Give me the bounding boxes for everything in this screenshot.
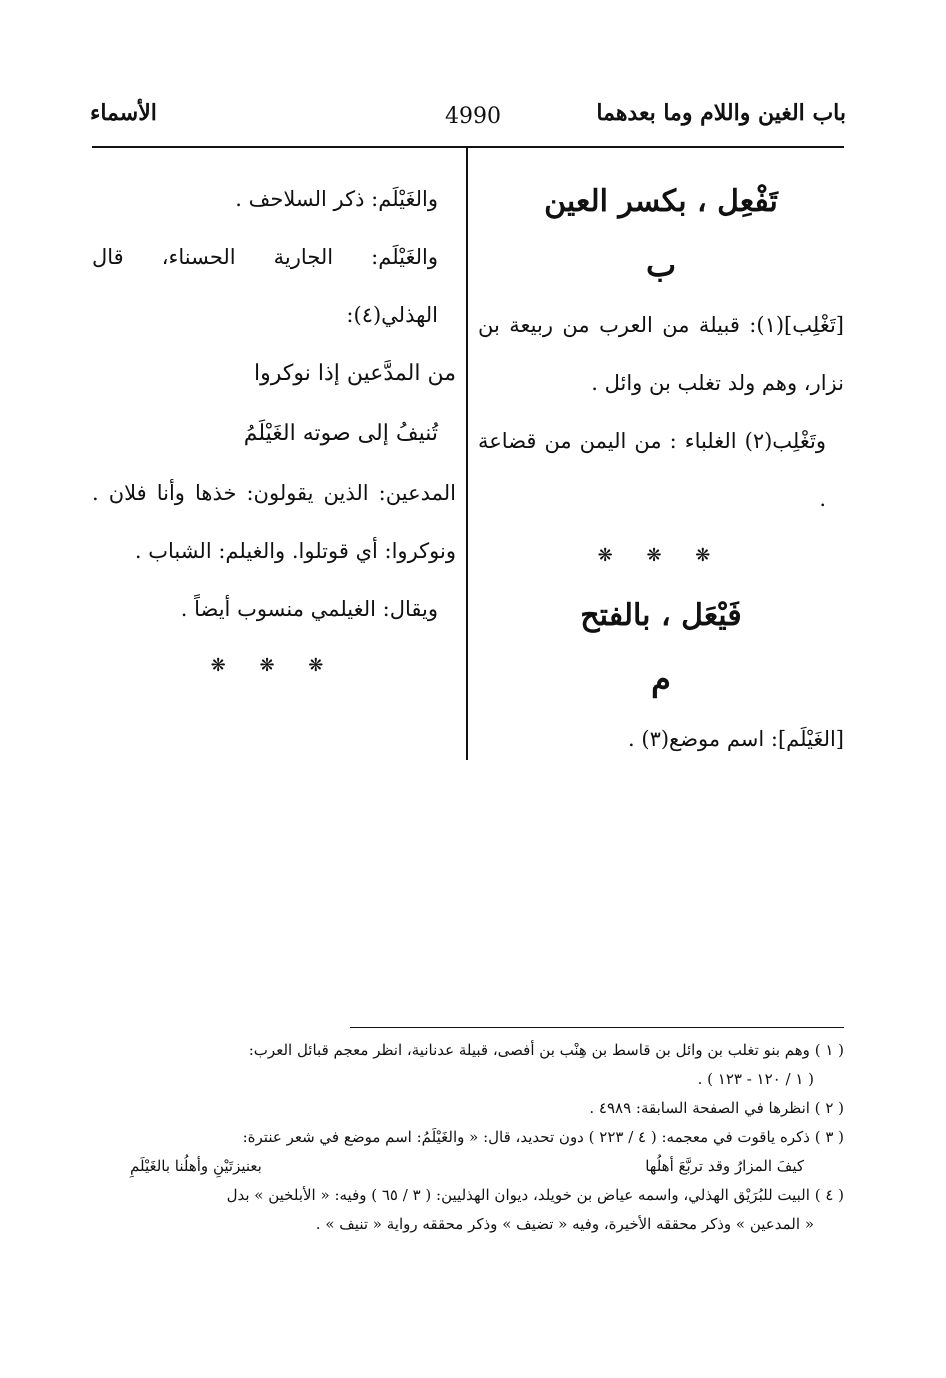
footnote-3: ( ٣ ) ذكره ياقوت في معجمه: ( ٤ / ٢٢٣ ) دون تحديد، قال: « والغَيْلَمُ: اسم موضع في شعر عنترة:	[242, 1128, 844, 1146]
entry-ghaylam-place: [الغَيْلَم]: اسم موضع(٣) .	[628, 727, 844, 751]
verse-line-2: تُنيفُ إلى صوته الغَيْلَمُ	[243, 421, 438, 446]
header-rule	[92, 146, 844, 148]
footnote-2: ( ٢ ) انظرها في الصفحة السابقة: ٤٩٨٩ .	[589, 1099, 844, 1117]
right-column	[478, 170, 844, 768]
footnotes	[90, 1036, 844, 1239]
letter-heading: م	[651, 660, 671, 698]
entry-ghaylami: ويقال: الغيلمي منسوب أيضاً .	[180, 597, 438, 621]
verse-hemistich-2: بعنيزتَيْنِ وأهلُنا بالغَيْلَمِ	[130, 1157, 262, 1175]
left-column	[92, 170, 456, 694]
footnote-3-verse	[90, 1152, 844, 1181]
footnote-1: ( ١ ) وهم بنو تغلب بن وائل بن قاسط بن هِنْب بن أفصى، قبيلة عدنانية، انظر معجم قبائل العرب:	[248, 1041, 844, 1059]
chapter-title: باب الغين واللام وما بعدهما	[596, 100, 846, 126]
verse-explanation: المدعين: الذين يقولون: خذها وأنا فلان . ونوكروا: أي قوتلوا. والغيلم: الشباب .	[92, 481, 456, 563]
section-title: الأسماء	[90, 100, 157, 126]
verse-hemistich-1: كيفَ المزارُ وقد تربَّعَ أهلُها	[645, 1157, 804, 1175]
section-separator: ❋ ❋ ❋	[210, 655, 338, 676]
footnote-rule	[350, 1027, 844, 1028]
letter-heading: ب	[645, 246, 677, 284]
footnote-4: ( ٤ ) البيت للبُرَيْق الهذلي، واسمه عياض بن خويلد، ديوان الهذليين: ( ٣ / ٦٥ ) وفيه: « الأبلخين » بدل	[226, 1186, 844, 1204]
footnote-1-cont: ( ١ / ١٢٠ - ١٢٣ ) .	[697, 1070, 814, 1088]
pattern-heading: فَيْعَل ، بالفتح	[580, 598, 742, 633]
footnote-4-cont: « المدعين » وذكر محققه الأخيرة، وفيه « تضيف » وذكر محققه رواية « تنيف » .	[315, 1215, 814, 1233]
verse-line-1: من المدَّعين إذا نوكروا	[254, 361, 456, 386]
page-number: 4990	[445, 104, 501, 129]
section-separator: ❋ ❋ ❋	[597, 545, 725, 566]
entry-taghlib: [تَغْلِب](١): قبيلة من العرب من ربيعة بن نزار، وهم ولد تغلب بن وائل .	[478, 313, 844, 395]
pattern-heading: تَفْعِل ، بكسر العين	[544, 184, 778, 219]
column-divider	[466, 148, 468, 760]
entry-ghaylam-girl: والغَيْلَم: الجارية الحسناء، قال الهذلي(٤):	[92, 245, 438, 327]
entry-taghlib-ghalba: وتَغْلِب(٢) الغلباء : من اليمن من قضاعة .	[478, 429, 826, 511]
entry-ghaylam-turtle: والغَيْلَم: ذكر السلاحف .	[235, 187, 438, 211]
